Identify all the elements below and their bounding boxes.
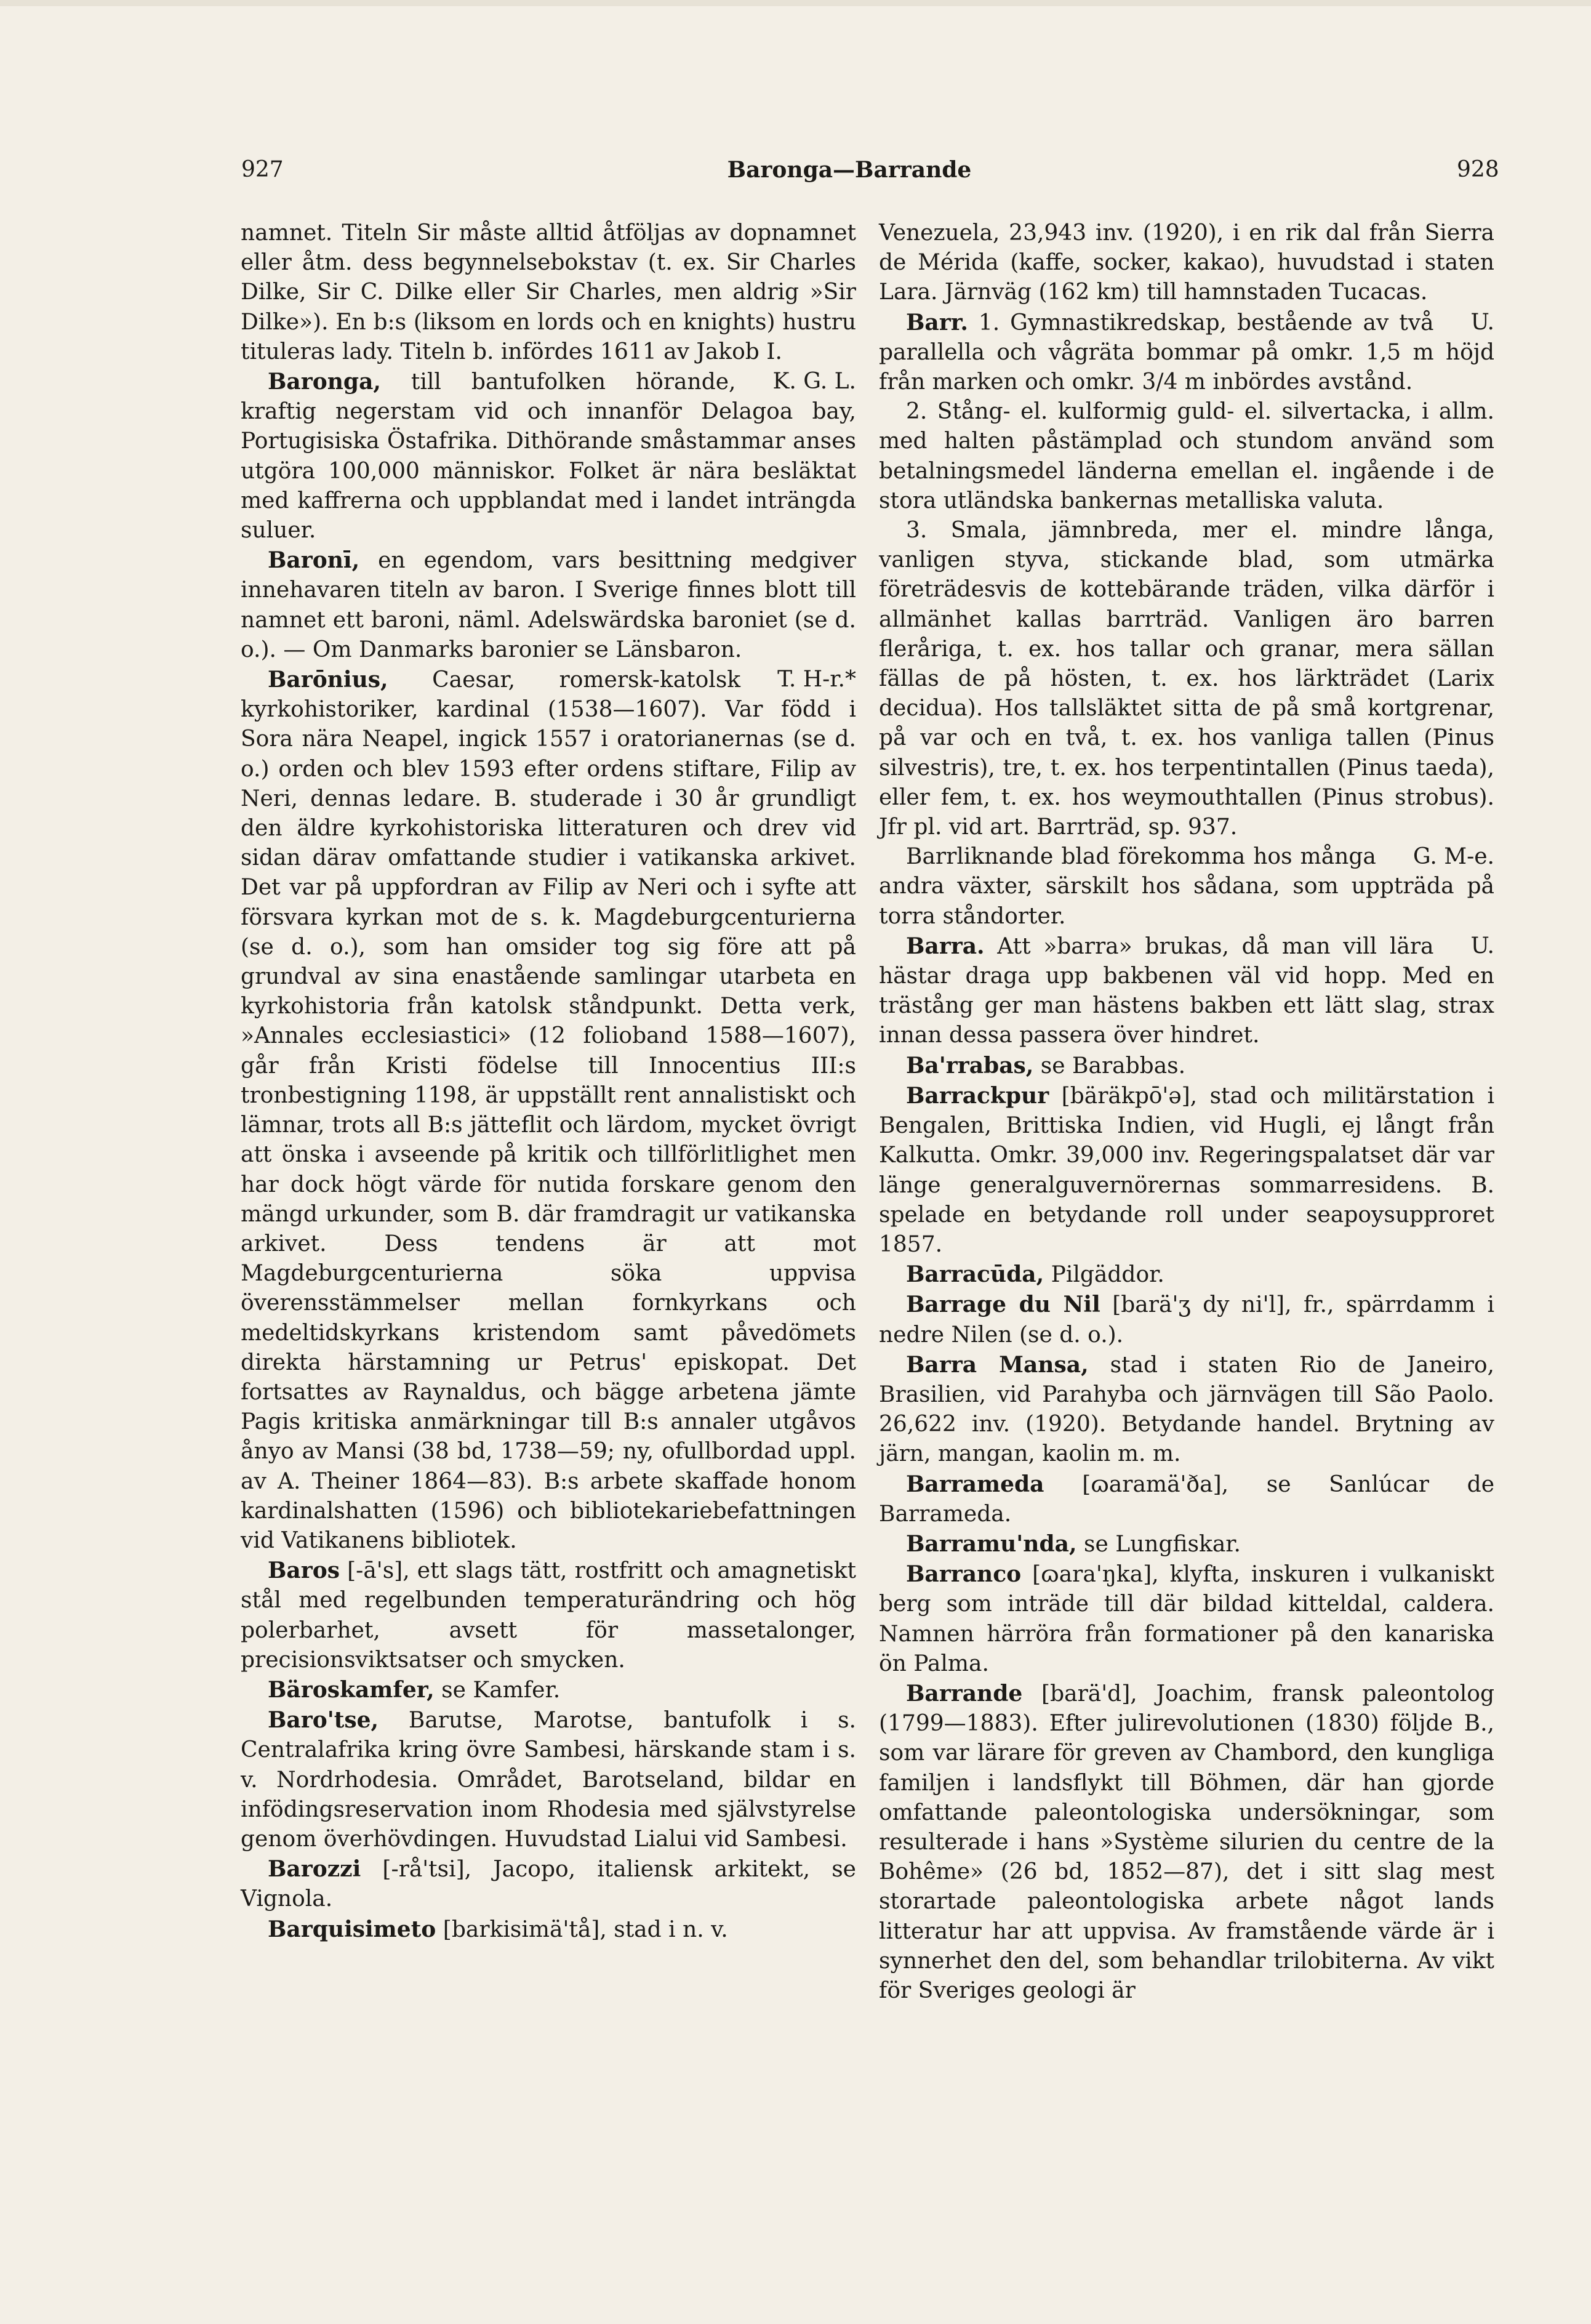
entry-paragraph [241,1915,856,1945]
entry-text: Barrliknande blad förekomma hos många andra växter, särskilt hos sådana, som uppträda på torra ståndorter. [879,844,1494,929]
entry-headword: Barrackpur [906,1082,1049,1109]
entry-text: namnet. Titeln Sir måste alltid åtföljas av dopnamnet eller åtm. dess begynnelsebokstav (t. ex. Sir Charles Dilke, Sir C. Dilke eller Sir Charles, men aldrig »Sir Dilke»). En b:s (liksom en lords och en knights) hustru tituleras lady. Titeln b. infördes 1611 av Jakob I. [241,220,856,364]
entry-paragraph [879,1081,1494,1260]
entry-text: [barä'ʒ dy ni'l], fr., spärrdamm i nedre Nilen (se d. o.). [879,1292,1494,1348]
entry-paragraph [879,1350,1494,1470]
entry-paragraph [879,397,1494,516]
entry-paragraph [879,1559,1494,1679]
entry-paragraph [241,545,856,665]
entry-text: Att »barra» brukas, då man vill lära hästar draga upp bakbenen väl vid hopp. Med en trästång ger man hästens bakben ett lätt slag, strax innan dessa passera över hindret. [879,933,1494,1048]
entry-headword: Barquisimeto [268,1916,436,1942]
entry-paragraph [879,1679,1494,2006]
entry-headword: Barramu'nda, [906,1530,1077,1557]
entry-text: se Barabbas. [1040,1053,1186,1079]
entry-paragraph [241,1556,856,1675]
scan-top-edge [0,0,1591,6]
entry-paragraph [879,1051,1494,1081]
entry-text: [barkisimä'tå], stad i n. v. [443,1916,728,1942]
entry-text: [ɷara'ŋka], klyfta, inskuren i vulkaniskt berg som inträde till där bildad kitteldal, caldera. Namnen härröra från formationer på den kanariska ön Palma. [879,1562,1494,1676]
entry-text: [barä'd], Joachim, fransk paleontolog (1799—1883). Efter julirevolutionen (1830) följde B., som var lärare för greven av Chambord, den kungliga familjen i landsflykt till Böhmen, där han gjorde omfattande paleontologiska undersökningar, som resulterade i hans »Système silurien du centre de la Bohême» (26 bd, 1852—87), det i sitt slag mest storartade paleontologiska arbete något lands litteratur har att uppvisa. Av framstående värde är i synnerhet den del, som behandlar trilobiterna. Av vikt för Sveriges geologi är [879,1681,1494,2003]
entry-headword: Barracūda, [906,1261,1044,1288]
entry-paragraph [879,219,1494,308]
author-signature: T. H-r.* [777,667,856,693]
entry-text: [-rå'tsi], Jacopo, italiensk arkitekt, se Vignola. [241,1857,856,1912]
entry-text: Venezuela, 23,943 inv. (1920), i en rik dal från Sierra de Mérida (kaffe, socker, kakao), huvudstad i staten Lara. Järnväg (162 km) till hamnstaden Tucacas. [879,220,1494,305]
author-signature: U. [1470,309,1494,335]
entry-text: 3. Smala, jämnbreda, mer el. mindre långa, vanligen styva, stickande blad, som utmärka företrädesvis de kottebärande träden, vilka därför i allmänhet kallas barrträd. Vanligen äro barren fleråriga, t. ex. hos tallar och granar, mera sällan fällas de på hösten, t. ex. hos lärkträdet (Larix decidua). Hos tallsläktet sitta de på små kortgrenar, på var och en två, t. ex. hos vanliga tallen (Pinus silvestris), tre, t. ex. hos terpentintallen (Pinus taeda), eller fem, t. ex. hos weymouthtallen (Pinus strobus). Jfr pl. vid art. Barrträd, sp. 937. [879,518,1494,840]
entry-headword: Baros [268,1558,340,1584]
page-number-left: 927 [241,157,284,182]
entry-paragraph [241,367,856,545]
entry-headword: Barrage du Nil [906,1292,1100,1318]
page-header [0,157,1591,194]
entry-paragraph [879,842,1494,931]
entry-text: stad i staten Rio de Janeiro, Brasilien, vid Parahyba och järnvägen till São Paolo. 26,622 inv. (1920). Betydande handel. Brytning av järn, mangan, kaolin m. m. [879,1352,1494,1467]
entry-headword: Barrameda [906,1471,1044,1497]
entry-paragraph [241,1675,856,1705]
entry-paragraph [879,516,1494,842]
entry-headword: Barra. [906,933,985,959]
entry-paragraph [241,665,856,1556]
entry-text: Caesar, romersk-katolsk kyrkohistoriker, kardinal (1538—1607). Var född i Sora nära Neapel, ingick 1557 i oratorianernas (se d. o.) orden och blev 1593 efter ordens stiftare, Filip av Neri, dennas ledare. B. studerade i 30 år grundligt den äldre kyrkohistoriska litteraturen och drev vid sidan därav omfattande studier i vatikanska arkivet. Det var på uppfordran av Filip av Neri och i syfte att försvara kyrkan mot de s. k. Magdeburgcenturierna (se d. o.), som han omsider tog sig före att på grundval av sina enastående samlingar utarbeta en kyrkohistoria från katolsk ståndpunkt. Detta verk, »Annales ecclesiastici» (12 folioband 1588—1607), går från Kristi födelse till Innocentius III:s tronbestigning 1198, är uppställt rent annalistiskt och lämnar, trots all B:s jätteflit och lärdom, mycket övrigt att önska i avseende på kritik och tillförlitlighet men har dock högt värde för nutida forskare genom den mängd urkunder, som B. där framdragit ur vatikanska arkivet. Dess tendens är att mot Magdeburgcenturierna söka uppvisa överensstämmelser mellan fornkyrkans och medeltidskyrkans kristendom samt påvedömets direkta härstamning ur Petrus' episkopat. Det fortsattes av Raynaldus, och bägge arbetena jämte Pagis kritiska anmärkningar till B:s annaler utgåvos ånyo av Mansi (38 bd, 1738—59; ny, ofullbordad uppl. av A. Theiner 1864—83). B:s arbete skaffade honom kardinalshatten (1596) och bibliotekariebefattningen vid Vatikanens bibliotek. [241,667,856,1553]
entry-text: Barutse, Marotse, bantufolk i s. Centralafrika kring övre Sambesi, härskande stam i s. v. Nordrhodesia. Området, Barotseland, bildar en infödingsreservation inom Rhodesia med självstyrelse genom överhövdingen. Huvudstad Lialui vid Sambesi. [241,1708,856,1852]
entry-text: se Kamfer. [441,1677,561,1703]
entry-headword: Bäroskamfer, [268,1676,435,1703]
author-signature: K. G. L. [772,369,856,395]
entry-text: Pilgäddor. [1051,1262,1164,1288]
entry-text: 1. Gymnastikredskap, bestående av två parallella och vågräta bommar på omkr. 1,5 m höjd från marken och omkr. 3/4 m inbördes avstånd. [879,310,1494,395]
entry-text: [-ā's], ett slags tätt, rostfritt och amagnetiskt stål med regelbunden temperaturändring och hög polerbarhet, avsett för massetalonger, precisionsviktsatser och smycken. [241,1558,856,1673]
entry-headword: Baronga, [268,369,381,395]
entry-paragraph [879,931,1494,1051]
running-title: Baronga—Barrande [727,157,972,183]
entry-text: se Lungfiskar. [1083,1531,1241,1557]
entry-text: [ɷaramä'ða], se Sanlúcar de Barrameda. [879,1471,1495,1527]
entry-headword: Barranco [906,1561,1022,1588]
page-number-right: 928 [1457,157,1499,182]
right-column [879,219,1494,2006]
entry-text: [bäräkpō'ə], stad och militärstation i Bengalen, Brittiska Indien, vid Hugli, ej långt från Kalkutta. Omkr. 39,000 inv. Regeringspalatset där var länge generalguvernörernas sommarresidens. B. spelade en betydande roll under seapoysupproret 1857. [879,1083,1494,1257]
entry-headword: Baronī, [268,547,360,574]
entry-paragraph [241,1854,856,1914]
entry-headword: Barōnius, [268,667,388,693]
left-column [241,219,856,1945]
entry-paragraph [879,1470,1494,1529]
author-signature: G. M-e. [1413,844,1494,870]
entry-paragraph [879,1290,1494,1349]
entry-paragraph [879,1260,1494,1290]
entry-headword: Baro'tse, [268,1707,379,1734]
author-signature: U. [1470,933,1494,959]
entry-text: en egendom, vars besittning medgiver innehavaren titeln av baron. I Sverige finnes blott till namnet ett baroni, näml. Adelswärdska baroniet (se d. o.). — Om Danmarks baronier se Länsbaron. [241,548,856,662]
entry-paragraph [241,1705,856,1854]
entry-text: till bantufolken hörande, kraftig negerstam vid och innanför Delagoa bay, Portugisiska Östafrika. Dithörande småstammar anses utgöra 100,000 människor. Folket är nära besläktat med kaffrerna och uppblandat med i landet inträngda suluer. [241,369,856,544]
entry-paragraph [241,219,856,367]
entry-headword: Barrande [906,1680,1023,1707]
entry-text: 2. Stång- el. kulformig guld- el. silvertacka, i allm. med halten påstämplad och stundom använd som betalningsmedel länderna emellan el. ingående i de stora utländska bankernas metalliska valuta. [879,399,1494,513]
entry-headword: Ba'rrabas, [906,1052,1034,1079]
entry-paragraph [879,1529,1494,1559]
entry-headword: Barra Mansa, [906,1351,1089,1378]
entry-paragraph [879,308,1494,398]
entry-headword: Barr. [906,309,968,336]
entry-headword: Barozzi [268,1856,361,1883]
